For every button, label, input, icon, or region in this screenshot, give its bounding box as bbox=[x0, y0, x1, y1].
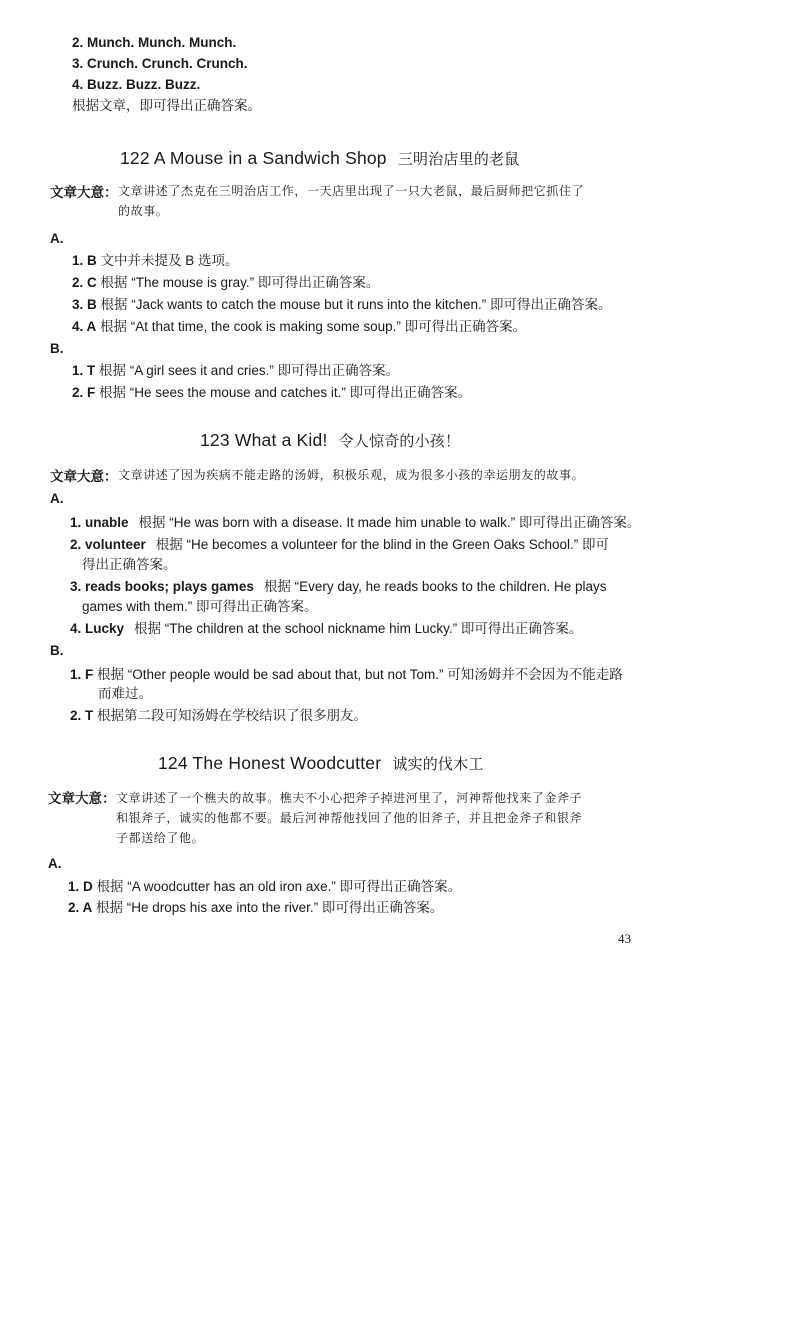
answer-item bbox=[72, 384, 471, 402]
answer-explanation: 根据 “A girl sees it and cries.” 即可得出正确答案。 bbox=[99, 363, 400, 378]
answer-explanation: 根据 “A woodcutter has an old iron axe.” 即可得出正确答案。 bbox=[96, 879, 462, 894]
answer-key: 1. B bbox=[72, 253, 97, 268]
answer-key: 2. C bbox=[72, 275, 97, 290]
part-label: A. bbox=[50, 491, 64, 506]
answer-item bbox=[70, 666, 623, 684]
summary-text: 子都送给了他。 bbox=[116, 831, 205, 845]
summary-text: 文章讲述了因为疾病不能走路的汤姆，积极乐观，成为很多小孩的幸运朋友的故事。 bbox=[118, 468, 585, 482]
answer-explanation: 根据 “Other people would be sad about that, but not Tom.” 可知汤姆并不会因为不能走路 bbox=[97, 667, 623, 682]
answer-explanation: 根据 “He sees the mouse and catches it.” 即可得出正确答案。 bbox=[99, 385, 472, 400]
part-label: A. bbox=[48, 856, 62, 871]
answer-item bbox=[72, 318, 526, 336]
answer-item: 4. Buzz. Buzz. Buzz. bbox=[72, 77, 201, 92]
section-title-cn: 诚实的伐木工 bbox=[392, 756, 484, 773]
answer-explanation: 文中并未提及 B 选项。 bbox=[100, 253, 239, 268]
answer-explanation: 根据 “He was born with a disease. It made him unable to walk.” 即可得出正确答案。 bbox=[138, 515, 641, 530]
part-label: B. bbox=[50, 643, 64, 658]
summary-label: 文章大意： bbox=[48, 791, 116, 806]
answer-continuation: games with them.” 即可得出正确答案。 bbox=[82, 599, 318, 614]
answer-explanation: 根据 “He drops his axe into the river.” 即可得出正确答案。 bbox=[96, 900, 444, 915]
summary-text: 的故事。 bbox=[118, 204, 169, 218]
answer-item bbox=[70, 707, 367, 725]
answer-item: 2. Munch. Munch. Munch. bbox=[72, 35, 237, 50]
section-title-cn: 三明治店里的老鼠 bbox=[397, 151, 520, 168]
section-title-cn: 令人惊奇的小孩！ bbox=[338, 433, 461, 450]
answer-key: 2. volunteer bbox=[70, 537, 146, 552]
section-title bbox=[200, 429, 460, 453]
answer-item bbox=[70, 514, 640, 532]
answer-explanation: 根据 “Every day, he reads books to the children. He plays bbox=[263, 579, 607, 594]
answer-key: 4. Lucky bbox=[70, 621, 125, 636]
answer-item bbox=[72, 252, 239, 270]
answer-item bbox=[70, 536, 609, 554]
section-title-en: 124 The Honest Woodcutter bbox=[158, 753, 382, 773]
answer-key: 2. F bbox=[72, 385, 96, 400]
answer-item bbox=[72, 274, 379, 292]
answer-item bbox=[70, 620, 582, 638]
answer-key: 4. A bbox=[72, 319, 97, 334]
section-title-en: 122 A Mouse in a Sandwich Shop bbox=[120, 148, 387, 168]
answer-key: 1. unable bbox=[70, 515, 129, 530]
answer-item bbox=[68, 899, 443, 917]
summary-text: 文章讲述了一个樵夫的故事。樵夫不小心把斧子掉进河里了，河神帮他找来了金斧子 bbox=[116, 791, 583, 805]
summary-label: 文章大意： bbox=[50, 469, 118, 484]
answer-item bbox=[68, 878, 461, 896]
answer-key: 2. T bbox=[70, 708, 94, 723]
answer-item bbox=[72, 362, 399, 380]
summary-label: 文章大意： bbox=[50, 185, 118, 200]
answer-key: 1. D bbox=[68, 879, 93, 894]
answer-note: 根据文章，即可得出正确答案。 bbox=[72, 98, 261, 113]
part-label: A. bbox=[50, 231, 64, 246]
answer-item bbox=[70, 578, 607, 596]
answer-key: 2. A bbox=[68, 900, 93, 915]
answer-key: 1. T bbox=[72, 363, 96, 378]
answer-explanation: 根据 “Jack wants to catch the mouse but it runs into the kitchen.” 即可得出正确答案。 bbox=[100, 297, 612, 312]
section-title-en: 123 What a Kid! bbox=[200, 430, 328, 450]
answer-explanation: 根据 “He becomes a volunteer for the blind in the Green Oaks School.” 即可 bbox=[155, 537, 609, 552]
answer-explanation: 根据 “At that time, the cook is making some soup.” 即可得出正确答案。 bbox=[100, 319, 527, 334]
answer-explanation: 根据 “The mouse is gray.” 即可得出正确答案。 bbox=[100, 275, 380, 290]
answer-item: 3. Crunch. Crunch. Crunch. bbox=[72, 56, 248, 71]
part-label: B. bbox=[50, 341, 64, 356]
answer-explanation: 根据第二段可知汤姆在学校结识了很多朋友。 bbox=[97, 708, 368, 723]
answer-continuation: 而难过。 bbox=[98, 686, 152, 701]
answer-continuation: 得出正确答案。 bbox=[82, 557, 177, 572]
page-number: 43 bbox=[618, 931, 631, 946]
section-title bbox=[158, 752, 484, 776]
summary-text: 和银斧子，诚实的他都不要。最后河神帮他找回了他的旧斧子，并且把金斧子和银斧 bbox=[116, 811, 583, 825]
answer-key: 1. F bbox=[70, 667, 94, 682]
answer-key: 3. reads books; plays games bbox=[70, 579, 254, 594]
answer-item bbox=[72, 296, 611, 314]
answer-key: 3. B bbox=[72, 297, 97, 312]
answer-explanation: 根据 “The children at the school nickname him Lucky.” 即可得出正确答案。 bbox=[134, 621, 583, 636]
section-title bbox=[120, 147, 519, 171]
summary-text: 文章讲述了杰克在三明治店工作，一天店里出现了一只大老鼠，最后厨师把它抓住了 bbox=[118, 184, 585, 198]
